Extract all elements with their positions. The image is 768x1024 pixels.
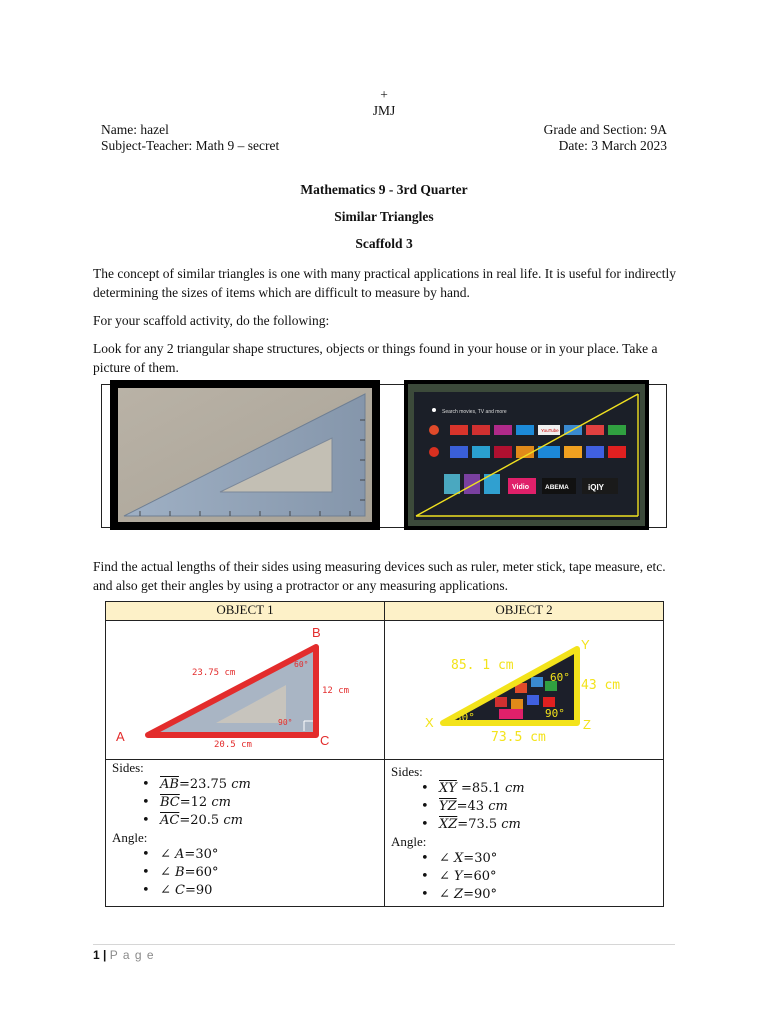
object-2-details-cell	[385, 760, 664, 907]
object-1-angles-list	[112, 846, 384, 900]
object-1-details-cell	[106, 760, 385, 907]
list-item: • $\overline{AC}=20.5$ cm	[112, 812, 384, 830]
angle-z-label: 90°	[545, 707, 565, 720]
find-paragraph: Find the actual lengths of their sides using measuring devices such as ruler, meter stick, tape measure, etc. and also get their angles by using a protractor or any measuring applications.	[93, 559, 666, 593]
side-xz-label: 73.5 cm	[491, 730, 546, 745]
photo-set-square	[110, 380, 380, 530]
vertex-y: Y	[581, 637, 590, 652]
object-1-sides-list	[112, 776, 384, 830]
tv-tile-vidio: Vidio	[512, 484, 529, 491]
tv-search-text: Search movies, TV and more	[442, 409, 507, 415]
angle-c-label: 90°	[278, 718, 293, 727]
footer-page	[93, 948, 155, 962]
side-ac-label: 20.5 cm	[214, 740, 252, 750]
tv-image	[404, 380, 649, 530]
subject-teacher: Subject-Teacher: Math 9 – secret	[101, 138, 280, 153]
object-2-sides-title: Sides:	[391, 764, 423, 779]
object-1-sides-title: Sides:	[112, 760, 144, 775]
vertex-z: Z	[583, 717, 591, 732]
object-2-sides-list	[391, 780, 663, 834]
object-1-diagram	[106, 621, 384, 755]
list-item: • ∠ C=90	[112, 882, 384, 900]
look-paragraph: Look for any 2 triangular shape structures, objects or things found in your house or in your place. Take a picture of them.	[93, 341, 658, 375]
list-item: • $\overline{XZ}=73.5$ cm	[391, 816, 663, 834]
page-separator: |	[103, 948, 107, 962]
list-item: • ∠ B=60°	[112, 864, 384, 882]
tv-tile-abema: ABEMA	[545, 484, 569, 491]
vertex-x: X	[425, 715, 434, 730]
title-topic: Similar Triangles	[334, 209, 434, 224]
list-item: • $\overline{BC}=12$ cm	[112, 794, 384, 812]
list-item: • ∠ Y=60°	[391, 868, 663, 886]
intro-paragraph: The concept of similar triangles is one with many practical applications in real life. It is useful for indirectly determining the sizes of items which are difficult to measure by hand.	[93, 266, 676, 300]
list-item: • $\overline{YZ}=43$ cm	[391, 798, 663, 816]
vertex-a: A	[116, 729, 125, 744]
header-cross: +	[380, 87, 388, 102]
title-scaffold: Scaffold 3	[355, 236, 413, 251]
vertex-c: C	[320, 733, 330, 748]
angle-x-label: 30°	[455, 711, 475, 724]
title-subject: Mathematics 9 - 3rd Quarter	[300, 182, 468, 197]
list-item: • $\overline{AB}=23.75$ cm	[112, 776, 384, 794]
object-2-angle-title: Angle:	[391, 834, 427, 849]
side-xy-label: 85. 1 cm	[451, 658, 514, 673]
list-item: • ∠ Z=90°	[391, 886, 663, 904]
list-item: • $\overline{XY} =85.1$ cm	[391, 780, 663, 798]
page-word: P a g e	[109, 948, 155, 962]
object-2-angles-list	[391, 850, 663, 904]
object-2-diagram	[385, 621, 663, 755]
footer-rule	[93, 944, 675, 945]
header-jmj: JMJ	[372, 103, 396, 118]
list-item: • ∠ X=30°	[391, 850, 663, 868]
student-name: Name: hazel	[101, 122, 169, 137]
angle-b-label: 60°	[294, 660, 309, 669]
grade-section: Grade and Section: 9A	[543, 122, 667, 137]
object-1-image-cell	[106, 621, 385, 760]
page-number: 1	[93, 948, 100, 962]
object-2-image-cell	[385, 621, 664, 760]
angle-y-label: 60°	[550, 671, 570, 684]
instruction-paragraph: For your scaffold activity, do the following:	[93, 313, 330, 328]
vertex-b: B	[312, 625, 321, 640]
header-object-2: OBJECT 2	[385, 602, 664, 621]
measurements-table	[105, 601, 664, 907]
side-bc-label: 12 cm	[322, 686, 350, 696]
set-square-image	[110, 380, 380, 530]
list-item: • ∠ A=30°	[112, 846, 384, 864]
date: Date: 3 March 2023	[558, 138, 667, 153]
side-yz-label: 43 cm	[581, 678, 621, 693]
object-1-angle-title: Angle:	[112, 830, 148, 845]
side-ab-label: 23.75 cm	[192, 668, 236, 678]
photo-tv	[404, 380, 649, 530]
tv-tile-iqiyi: iQIY	[588, 483, 605, 492]
tv-tile-youtube: YouTube	[541, 428, 559, 433]
header-object-1: OBJECT 1	[106, 602, 385, 621]
